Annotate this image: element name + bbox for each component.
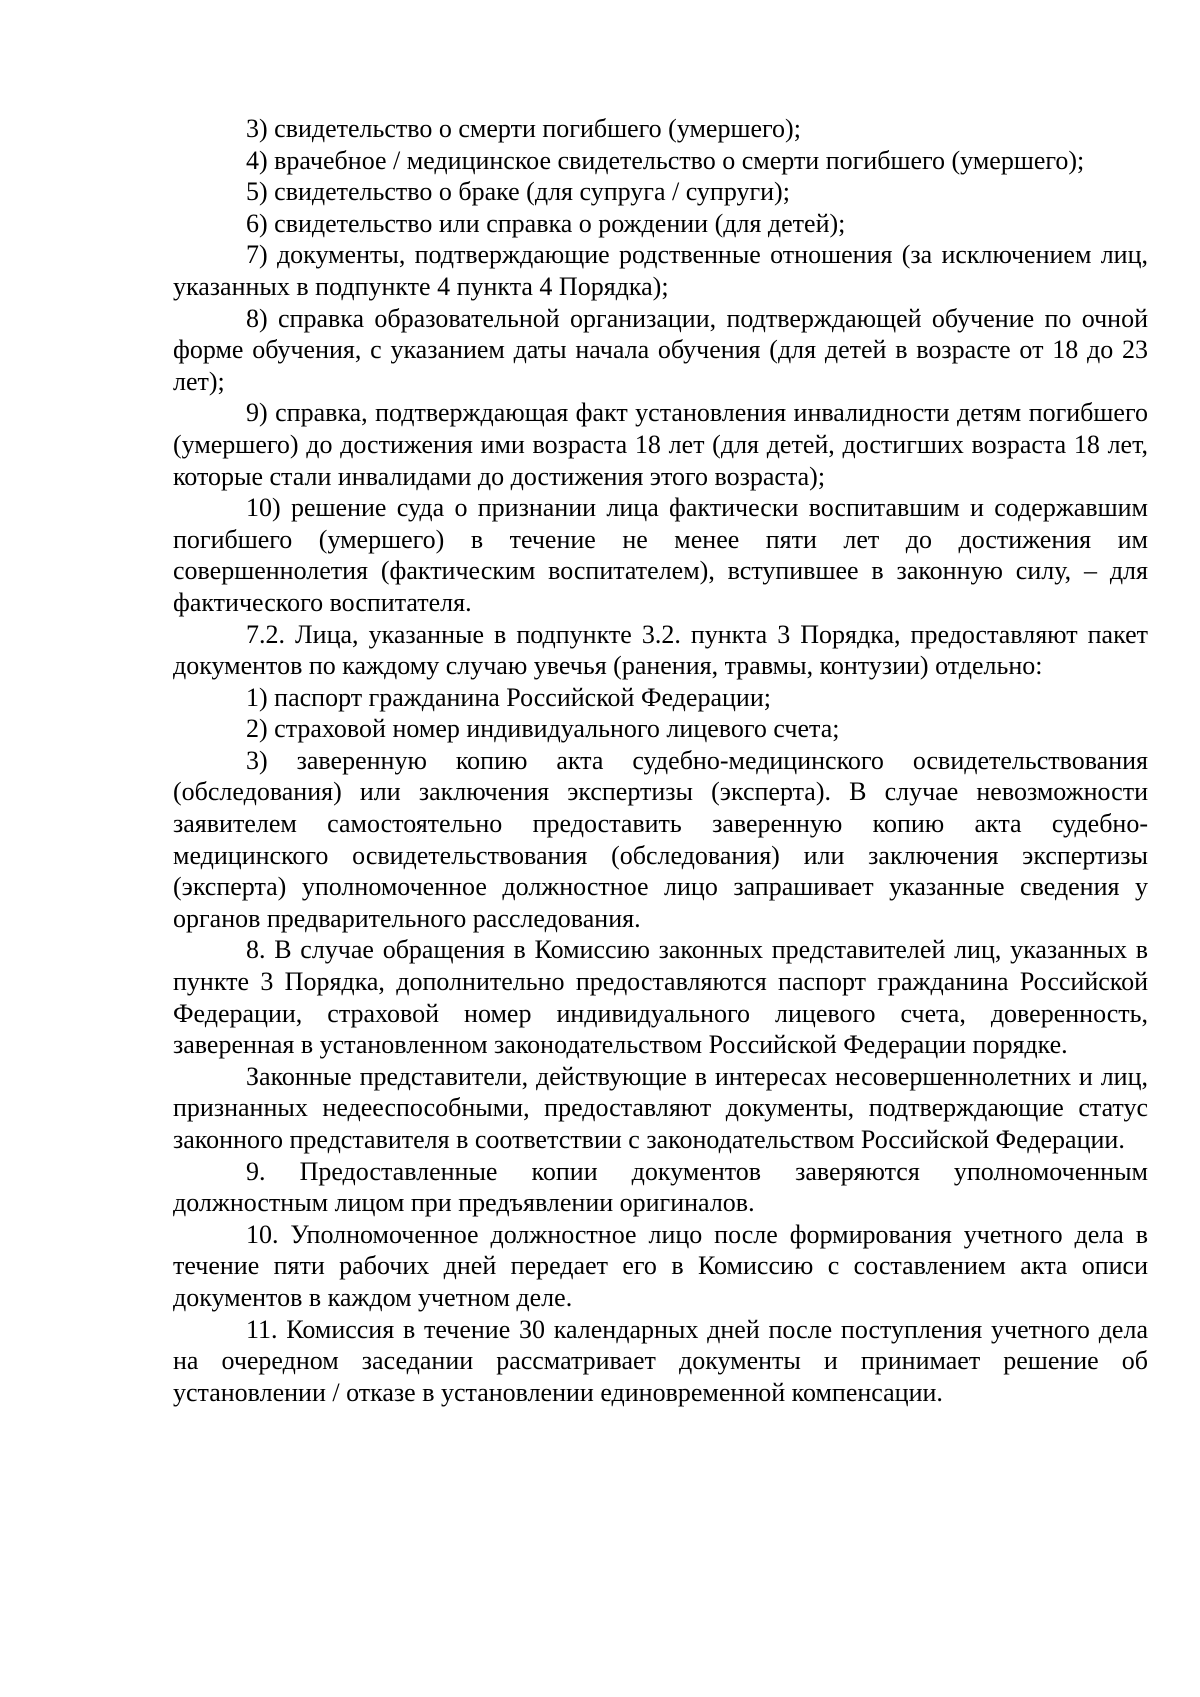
paragraph-section-9: 9. Предоставленные копии документов заверяются уполномоченным должностным лицом при предъявлении оригиналов. <box>173 1156 1148 1218</box>
paragraph-item-3: 3) свидетельство о смерти погибшего (умершего); <box>246 114 801 143</box>
paragraph-item-5: 5) свидетельство о браке (для супруга / супруги); <box>246 177 790 207</box>
paragraph-section-8: 8. В случае обращения в Комиссию законных представителей лиц, указанных в пункте 3 Порядка, дополнительно предоставляются паспорт гражданина Российской Федерации, страховой номер индивидуального лицевого счета, доверенность, заверенная в установленном законодательством Российской Федерации порядке. <box>173 935 1148 1060</box>
paragraph-item-6: 6) свидетельство или справка о рождении (для детей); <box>246 208 846 238</box>
paragraph-section-11: 11. Комиссия в течение 30 календарных дней после поступления учетного дела на очередном заседании рассматривает документы и принимает решение об установлении / отказе в установлении единовременной компенсации. <box>173 1314 1148 1407</box>
paragraph-section-7-2: 7.2. Лица, указанные в подпункте 3.2. пункта 3 Порядка, предоставляют пакет документов по каждому случаю увечья (ранения, травмы, контузии) отдельно: <box>173 619 1148 681</box>
paragraph-item-8: 8) справка образовательной организации, подтверждающей обучение по очной форме обучения, с указанием даты начала обучения (для детей в возрасте от 18 до 23 лет); <box>173 303 1148 396</box>
paragraph-7-2-item-3: 3) заверенную копию акта судебно-медицинского освидетельствования (обследования) или заключения экспертизы (эксперта). В случае невозможности заявителем самостоятельно предоставить заверенную копию акта судебно-медицинского освидетельствования (обследования) или заключения экспертизы (эксперта) уполномоченное должностное лицо запрашивает указанные сведения у органов предварительного расследования. <box>173 745 1148 933</box>
paragraph-legal-representatives: Законные представители, действующие в интересах несовершеннолетних и лиц, признанных недееспособными, предоставляют документы, подтверждающие статус законного представителя в соответствии с законодательством Российской Федерации. <box>173 1061 1148 1154</box>
paragraph-item-4: 4) врачебное / медицинское свидетельство о смерти погибшего (умершего); <box>246 145 1085 175</box>
paragraph-7-2-item-2: 2) страховой номер индивидуального лицевого счета; <box>246 714 840 744</box>
paragraph-item-9: 9) справка, подтверждающая факт установления инвалидности детям погибшего (умершего) до достижения ими возраста 18 лет (для детей, достигших возраста 18 лет, которые стали инвалидами до достижения этого возраста); <box>173 398 1148 491</box>
paragraph-item-7: 7) документы, подтверждающие родственные отношения (за исключением лиц, указанных в подпункте 4 пункта 4 Порядка); <box>173 240 1148 301</box>
paragraph-item-10: 10) решение суда о признании лица фактически воспитавшим и содержавшим погибшего (умершего) в течение не менее пяти лет до достижения им совершеннолетия (фактическим воспитателем), вступившее в законную силу, – для фактического воспитателя. <box>173 493 1148 617</box>
paragraph-section-10: 10. Уполномоченное должностное лицо после формирования учетного дела в течение пяти рабочих дней передает его в Комиссию с составлением акта описи документов в каждом учетном деле. <box>173 1219 1148 1312</box>
document-page <box>173 113 1148 1408</box>
paragraph-7-2-item-1: 1) паспорт гражданина Российской Федерации; <box>246 682 771 712</box>
